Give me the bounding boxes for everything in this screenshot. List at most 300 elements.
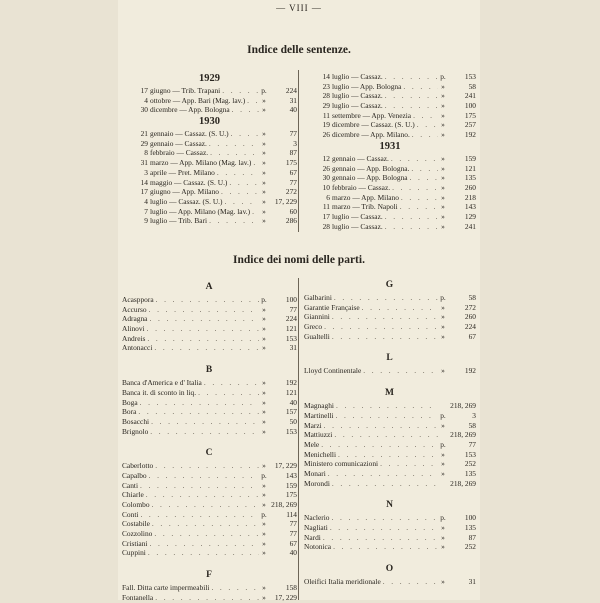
page-marker: » [262,314,266,324]
dot-leader [360,303,438,313]
party-name: Naclerio [304,513,330,523]
party-name: Brignolo [122,426,149,436]
entry-day: 28 [322,221,330,231]
party-entry [304,421,476,431]
entry-day: 11 [322,202,330,212]
party-name: Capalbo [122,470,147,480]
dot-leader [411,111,438,121]
party-name: Caberlotto [122,461,154,471]
dot-leader [330,312,438,322]
sentenze-right-column [304,72,476,231]
party-name: Notonica [304,542,332,552]
page-marker: » [262,196,266,206]
sentence-entry [304,111,476,121]
page-marker: » [262,333,266,343]
page-marker: » [262,592,266,602]
party-entry [304,523,476,533]
entry-court: luglio — Cassaz. (S. U.) [150,196,223,206]
sentence-entry [304,72,476,82]
party-entry [122,314,297,324]
entry-court: luglio — Cassaz. [332,91,383,101]
dot-leader [383,212,438,222]
party-entry [122,343,297,353]
dot-leader [331,542,438,552]
party-entry [122,481,297,491]
page-marker: » [441,459,445,469]
party-name: Monari [304,468,326,478]
page-ref: 3 [293,138,297,148]
entry-day: 10 [322,182,330,192]
dot-leader [138,398,259,408]
entry-day: 26 [322,163,330,173]
dot-leader [322,421,438,431]
parti-index-title: Indice dei nomi delle parti. [233,254,365,266]
page-marker: » [262,95,266,105]
page-ref: 17, 229 [274,461,297,471]
entry-court: maggio — Cassaz. (S. U.) [150,177,228,187]
party-name: Cristiani [122,538,148,548]
entry-court: settembre — App. Venezia [332,110,412,120]
page-ref: 175 [285,490,297,500]
entry-day: 30 [322,173,330,183]
letter-heading: F [206,570,213,581]
entry-day: 14 [140,177,148,187]
entry-court: ottobre — App. Bari (Mag. lav.) [150,95,246,105]
page-marker: » [262,426,266,436]
sentence-entry [304,173,476,183]
page-ref: 252 [464,542,476,552]
entry-day: 28 [322,91,330,101]
parti-left-column [122,279,297,603]
page-ref: 224 [285,314,297,324]
sentence-entry [122,216,297,226]
page-ref: 218, 269 [450,430,476,440]
page-ref: 100 [285,295,297,304]
page-ref: 77 [289,304,297,314]
entry-day: 4 [144,95,148,105]
dot-leader [208,148,259,158]
page-ref: 192 [464,130,476,140]
sentence-entry [122,168,297,178]
page-ref: 218, 269 [271,500,297,509]
party-entry [122,500,297,510]
party-entry [304,430,476,440]
party-entry [122,539,297,549]
dot-leader [326,469,438,479]
entry-day: 4 [144,196,148,206]
entry-day: 3 [144,167,148,177]
dot-leader [381,577,438,587]
sentence-entry [122,207,297,217]
party-entry [122,510,297,520]
entry-court: giugno — App. Milano [150,187,219,197]
entry-court: gennaio — Cassaz. [150,138,207,148]
dot-leader [146,548,259,558]
page-ref: 31 [289,95,297,105]
party-name: Banca d'America e d' Italia [122,378,202,388]
page-ref: 192 [285,378,297,388]
page-marker: » [262,167,266,177]
dot-leader [138,510,259,520]
party-entry [304,401,476,411]
page-ref: 77 [289,519,297,529]
page-ref: 153 [464,72,476,81]
party-entry [122,427,297,437]
group-spacer [304,376,476,385]
entry-day: 29 [322,101,330,111]
page-ref: 67 [289,167,297,177]
sentence-entry [122,139,297,149]
party-entry [304,303,476,313]
party-entry [122,593,297,603]
sentence-entry [122,197,297,207]
entry-court: gennaio — App. Bologna [332,173,408,183]
page-ref: 87 [468,532,476,542]
party-name: Nardi [304,532,321,542]
sentence-entry [122,178,297,188]
page-marker: » [441,110,445,120]
dot-leader [334,411,438,421]
letter-heading: N [386,500,394,511]
book-page [118,0,480,600]
sentence-entry [122,86,297,96]
dot-leader [390,183,438,193]
party-entry [304,450,476,460]
dot-leader [251,158,259,168]
entry-court: luglio — App. Bologna [332,81,402,91]
page-marker: » [441,202,445,212]
party-name: Canti [122,480,139,490]
party-entry [122,324,297,334]
party-entry [304,513,476,523]
entry-day: 17 [140,86,148,95]
page-ref: 40 [289,548,297,558]
entry-court: luglio — Cassaz. [332,72,383,81]
dot-leader [409,164,438,174]
page-ref: 218, 269 [450,478,476,488]
page-marker: » [262,490,266,500]
page-number: — VIII — [276,3,322,13]
entry-court: luglio — App. Milano (Mag. lav.) [150,206,251,216]
page-marker: » [441,81,445,91]
dot-leader [245,96,259,106]
party-entry [304,293,476,303]
dot-leader [330,332,438,342]
page-marker: » [441,322,445,332]
dot-leader [209,583,259,593]
entry-day: 7 [144,206,148,216]
column-divider [298,70,299,232]
page-marker: p. [440,513,446,523]
letter-heading: C [205,448,214,459]
dot-leader [215,168,259,178]
page-ref: 50 [289,416,297,426]
page-ref: 114 [286,509,297,519]
entry-court: marzo — App. Milano (Mag. lav.) [150,158,252,168]
page-ref: 40 [289,397,297,407]
page-ref: 143 [464,202,476,212]
entry-day: 6 [326,192,330,202]
entry-day: 21 [140,129,148,139]
page-ref: 31 [468,577,476,587]
dot-leader [153,461,259,471]
letter-heading: B [205,365,214,376]
page-marker: » [441,211,445,221]
page-ref: 158 [285,583,297,593]
page-ref: 260 [464,312,476,322]
dot-leader [136,407,259,417]
dot-leader [401,82,438,92]
page-marker: » [441,468,445,478]
page-marker: » [441,163,445,173]
dot-leader [219,187,259,197]
page-ref: 218, 269 [450,401,476,411]
dot-leader [328,523,438,533]
sentence-entry [122,105,297,115]
page-ref: 121 [464,163,476,173]
page-marker: p. [440,410,446,420]
dot-leader [150,500,259,510]
group-spacer [122,436,297,445]
dot-leader [149,417,259,427]
dot-leader [336,450,438,460]
entry-court: aprile — Pret. Milano [150,167,215,177]
dot-leader [389,154,438,164]
page-marker: » [262,105,266,115]
page-marker: » [262,500,266,509]
page-ref: 77 [289,177,297,187]
party-name: Cuppini [122,548,146,558]
page-ref: 260 [464,182,476,192]
sentence-entry [304,130,476,140]
entry-day: 19 [322,120,330,130]
page-ref: 257 [464,120,476,130]
party-name: Menichelli [304,449,337,459]
party-name: Giannini [304,312,330,322]
sentence-entry [304,222,476,232]
page-ref: 87 [289,148,297,158]
page-marker: » [262,378,266,388]
page-ref: 58 [468,81,476,91]
page-ref: 252 [464,459,476,469]
entry-court: dicembre — Cassaz. (S. U.) [332,120,415,130]
page-marker: » [262,343,266,353]
party-entry [304,459,476,469]
page-ref: 40 [289,105,297,115]
page-ref: 135 [464,173,476,183]
page-marker: » [441,577,445,587]
party-name: Antonacci [122,343,153,353]
page-marker: » [441,130,445,140]
dot-leader [229,129,259,139]
party-name: Acasppora [122,295,154,304]
page-ref: 192 [464,366,476,376]
page-ref: 60 [289,206,297,216]
page-marker: p. [440,72,446,81]
dot-leader [227,178,259,188]
page-marker: p. [261,86,267,95]
page-marker: » [262,538,266,548]
party-entry [304,577,476,587]
page-marker: » [262,529,266,539]
dot-leader [152,529,259,539]
dot-leader [152,343,259,353]
page-ref: 272 [285,187,297,197]
page-marker: p. [261,295,267,304]
party-name: Ministero comunicazioni [304,459,379,469]
party-entry [122,398,297,408]
page-ref: 218 [464,192,476,202]
entry-court: gennaio — Cassaz. (S. U.) [150,129,229,139]
letter-heading: L [386,353,394,364]
page-marker: » [262,138,266,148]
group-spacer [122,558,297,567]
dot-leader [361,366,438,376]
year-heading: 1929 [199,73,220,84]
sentence-entry [122,96,297,106]
sentence-entry [122,187,297,197]
page-marker: » [262,387,266,397]
party-name: Fontanella [122,592,154,602]
page-marker: » [441,302,445,312]
column-divider [298,278,299,600]
entry-court: luglio — Cassaz. [332,101,383,111]
entry-court: gennaio — Cassaz. [332,153,389,163]
page-ref: 153 [464,449,476,459]
dot-leader [147,305,259,315]
dot-leader [196,388,259,398]
entry-court: luglio — Trib. Bari [150,216,208,226]
dot-leader [378,459,438,469]
year-heading: 1930 [199,116,220,128]
party-entry [122,417,297,427]
page-marker: » [262,548,266,558]
sentence-entry [122,148,297,158]
sentence-entry [304,91,476,101]
page-marker: » [262,304,266,314]
entry-day: 26 [322,130,330,140]
page-marker: » [441,449,445,459]
party-name: Andreis [122,333,146,343]
page-ref: 241 [464,91,476,101]
page-marker: » [262,416,266,426]
page-ref: 67 [289,538,297,548]
party-name: Martinelli [304,410,334,420]
sentence-entry [304,164,476,174]
page-marker: p. [261,509,267,519]
party-name: Gualtelli [304,331,330,341]
party-entry [304,332,476,342]
entry-court: giugno — Trib. Trapani [150,86,221,95]
party-entry [304,322,476,332]
sentenze-left-column [122,72,297,226]
page-marker: » [262,461,266,471]
dot-leader [408,173,438,183]
page-ref: 121 [285,387,297,397]
party-name: Marzi [304,420,322,430]
page-marker: » [441,120,445,130]
party-name: Bora [122,407,137,417]
page-ref: 129 [464,211,476,221]
sentence-entry [304,82,476,92]
party-name: Colombo [122,500,150,509]
dot-leader [383,72,438,82]
sentence-entry [122,129,297,139]
dot-leader [383,222,438,232]
dot-leader [330,479,438,489]
page-ref: 77 [468,439,476,449]
dot-leader [147,314,259,324]
page-marker: p. [440,293,446,302]
entry-day: 9 [144,216,148,226]
page-marker: » [262,148,266,158]
entry-court: gennaio — App. Bologna. [332,163,410,173]
party-entry [122,490,297,500]
party-entry [122,388,297,398]
page-ref: 17, 229 [274,592,297,602]
dot-leader [207,139,259,149]
party-name: Boga [122,397,138,407]
dot-leader [144,490,259,500]
page-ref: 58 [468,420,476,430]
letter-heading: O [385,564,395,575]
party-entry [122,471,297,481]
page-ref: 286 [285,216,297,226]
party-entry [122,548,297,558]
page-marker: » [262,187,266,197]
parti-right-column [304,277,476,587]
page-marker: » [262,583,266,593]
dot-leader [154,295,259,305]
year-heading: 1931 [379,140,401,152]
sentence-entry [304,183,476,193]
entry-day: 29 [140,138,148,148]
page-marker: » [262,158,266,168]
page-ref: 153 [285,426,297,436]
group-spacer [122,353,297,362]
entry-day: 23 [322,81,330,91]
party-name: Morondi [304,478,330,488]
page-ref: 143 [285,470,297,480]
entry-court: dicembre — App. Milano. [332,130,410,140]
sentence-entry [304,154,476,164]
page-marker: » [441,366,445,376]
party-entry [122,378,297,388]
entry-day: 8 [144,148,148,158]
page-ref: 17, 229 [274,196,297,206]
page-marker: p. [440,439,446,449]
entry-day: 11 [322,110,330,120]
page-marker: » [441,420,445,430]
page-marker: » [441,312,445,322]
party-name: Mele [304,439,320,449]
party-name: Greco [304,322,323,332]
page-marker: » [441,91,445,101]
party-entry [304,533,476,543]
entry-court: febbraio — Cassaz. [332,182,391,192]
entry-court: dicembre — App. Bologna [150,105,230,115]
dot-leader [383,91,438,101]
party-entry [122,529,297,539]
dot-leader [319,440,438,450]
dot-leader [222,197,259,207]
sentence-entry [122,158,297,168]
party-name: Garantie Française [304,302,360,312]
entry-day: 12 [322,153,330,163]
dot-leader [150,519,259,529]
entry-court: luglio — Cassaz. [332,221,383,231]
letter-heading: G [385,280,395,290]
